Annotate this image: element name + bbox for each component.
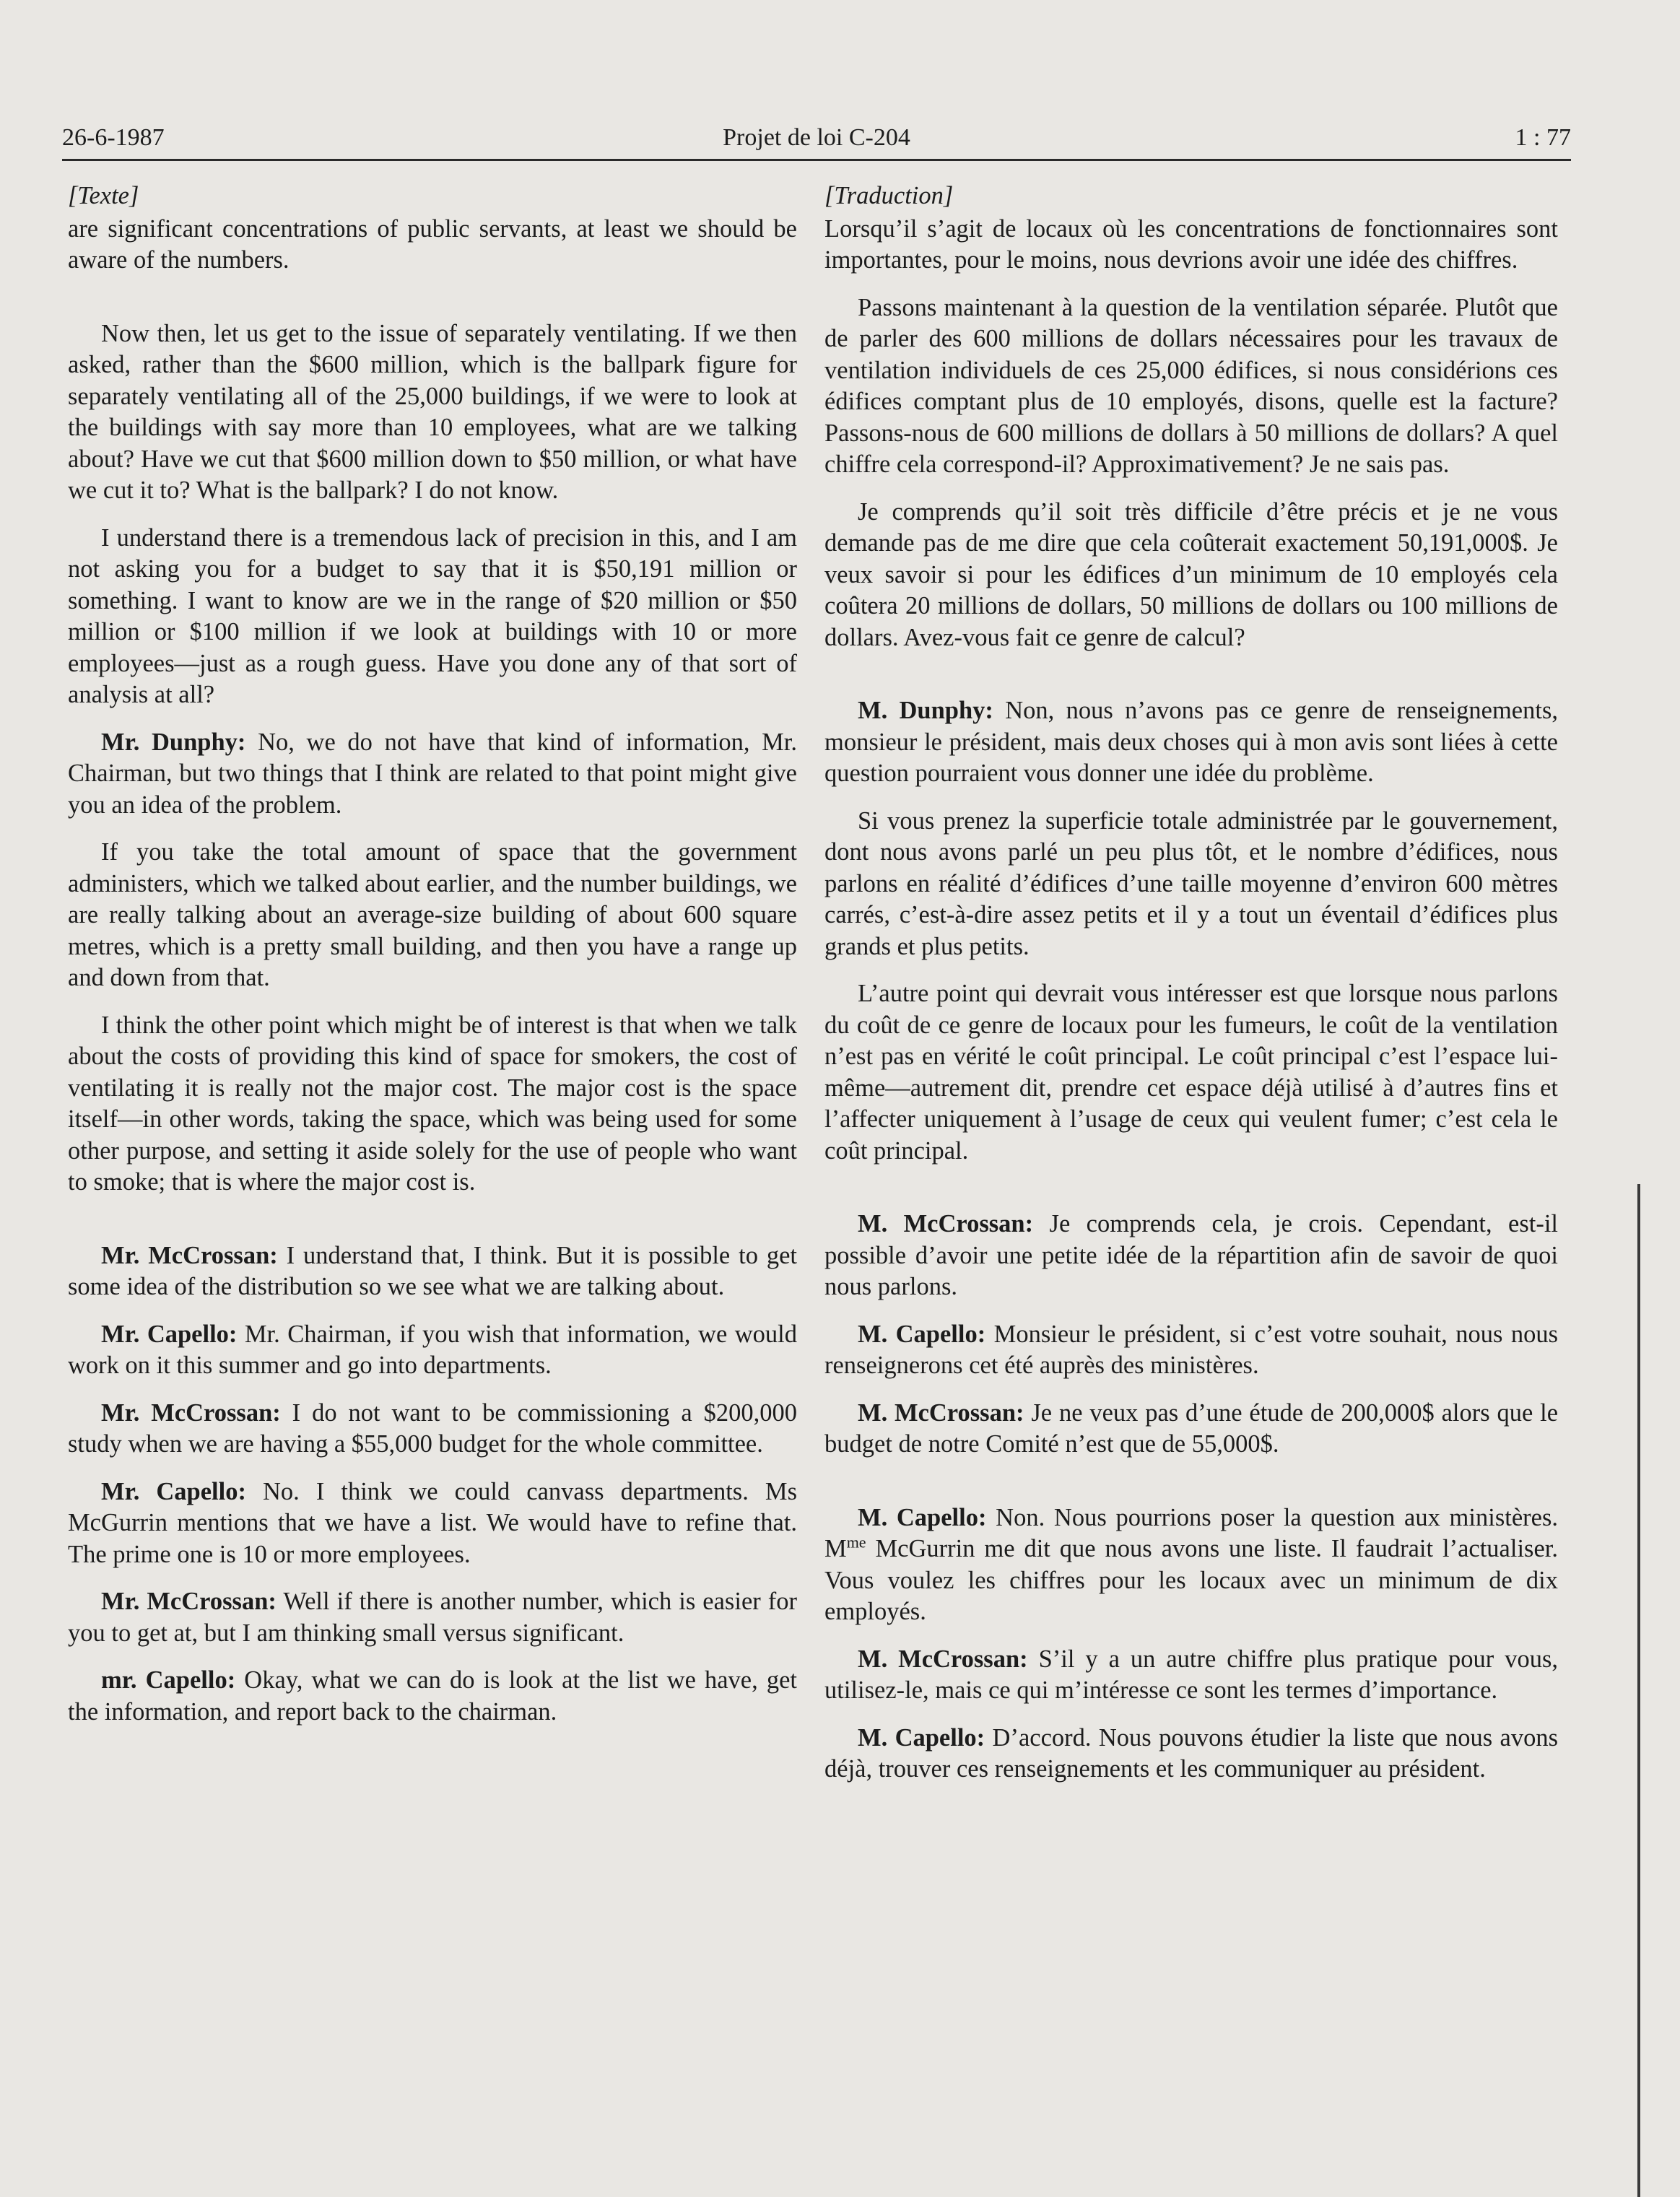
- english-exchange: [68, 1665, 797, 1728]
- speech-text: No. I think we could canvass departments. Ms McGurrin mentions that we have a list. We would have to refine that. The prime one is 10 or more employees.: [68, 1477, 797, 1568]
- speaker-name: M. Dunphy:: [858, 697, 993, 724]
- speech-text: D’accord. Nous pouvons étudier la liste que nous avons déjà, trouver ces renseignements et les communiquer au président.: [824, 1723, 1558, 1783]
- header-page-number: 1 : 77: [1515, 124, 1571, 151]
- speaker-name: M. McCrossan:: [858, 1398, 1024, 1427]
- speech-text: Okay, what we can do is look at the list we have, get the information, and report back to the chairman.: [68, 1666, 797, 1726]
- english-exchange: [68, 1240, 797, 1303]
- speaker-name: Mr. Dunphy:: [101, 728, 246, 756]
- page-edge-line: [1637, 1184, 1640, 2197]
- header-date: 26-6-1987: [62, 124, 165, 151]
- english-exchange: [68, 727, 797, 822]
- header-rule: [62, 159, 1571, 161]
- french-tag: [Traduction]: [824, 182, 954, 209]
- french-exchange: [824, 1319, 1558, 1382]
- speech-text: McGurrin me dit que nous avons une liste. Il faudrait l’actualiser. Vous voulez les chiffres pour les locaux avec un minimum de dix employés.: [824, 1535, 1558, 1625]
- speaker-name: Mr. McCrossan:: [101, 1588, 277, 1615]
- superscript-me: me: [846, 1533, 866, 1552]
- header-title: Projet de loi C-204: [723, 124, 910, 151]
- english-tag: [Texte]: [68, 182, 139, 209]
- french-exchange: [824, 695, 1558, 790]
- english-exchange: [68, 1476, 797, 1571]
- french-exchange: [824, 1644, 1558, 1707]
- french-exchange: [824, 1723, 1558, 1785]
- french-exchange: [824, 1398, 1558, 1461]
- french-exchange: [824, 1502, 1558, 1628]
- speech-text-before: Non. Nous pourrions poser la question aux ministères. M: [824, 1503, 1558, 1562]
- speaker-name: M. Capello:: [858, 1503, 987, 1531]
- french-paragraph: Passons maintenant à la question de la ventilation séparée. Plutôt que de parler des 600 millions de dollars nécessaires pour les travaux de ventilation individuels de ces 25,000 édifices, si nous considérions ces édifices comptant plus de 10 employés, disons, quelle est la facture? Passons-nous de 600 millions de dollars à 50 millions de dollars? A quel chiffre cela correspond-il? Approximativement? Je ne sais pas.: [824, 293, 1558, 478]
- speaker-name: M. Capello:: [858, 1320, 986, 1348]
- speech-text: Je ne veux pas d’une étude de 200,000$ alors que le budget de notre Comité n’est que de 55,000$.: [824, 1398, 1559, 1458]
- french-paragraph: Lorsqu’il s’agit de locaux où les concentrations de fonctionnaires sont importantes, pour le moins, nous devrions avoir une idée des chiffres.: [824, 214, 1558, 274]
- english-paragraph: are significant concentrations of public servants, at least we should be aware of the numbers.: [68, 214, 797, 274]
- page-header: [62, 121, 1571, 165]
- english-exchange: [68, 1319, 797, 1382]
- speaker-name: M. Capello:: [858, 1723, 985, 1752]
- english-column: [68, 180, 797, 1744]
- english-paragraph: If you take the total amount of space that the government administers, which we talked about earlier, and the number buildings, we are really talking about an average-size building of about 600 square metres, which is a pretty small building, and then you have a range up and down from that.: [68, 838, 797, 991]
- speech-text: S’il y a un autre chiffre plus pratique pour vous, utilisez-le, mais ce qui m’intéresse ce sont les termes d’importance.: [824, 1645, 1559, 1704]
- french-paragraph: Si vous prenez la superficie totale administrée par le gouvernement, dont nous avons parlé un peu plus tôt, et le nombre d’édifices, nous parlons en réalité d’édifices d’une taille moyenne d’environ 600 mètres carrés, c’est-à-dire assez petits et il y a tout un éventail d’édifices plus grands et plus petits.: [824, 806, 1558, 960]
- english-paragraph: I understand there is a tremendous lack of precision in this, and I am not asking you for a budget to say that it is $50,191 million or something. I want to know are we in the range of $20 million or $50 million or $100 million if we look at buildings with 10 or more employees—just as a rough guess. Have you done any of that sort of analysis at all?: [68, 523, 797, 708]
- french-paragraph: L’autre point qui devrait vous intéresser est que lorsque nous parlons du coût de ce genre de locaux pour les fumeurs, le coût de la ventilation n’est pas en vérité le coût principal. Le coût principal c’est l’espace lui-même—autrement dit, prendre cet espace déjà utilisé à d’autres fins et l’affecter uniquement à l’usage de ceux qui veulent fumer; c’est cela le coût principal.: [824, 980, 1558, 1165]
- english-paragraph: I think the other point which might be of interest is that when we talk about the costs of providing this kind of space for smokers, the cost of ventilating it is really not the major cost. The major cost is the space itself—in other words, taking the space, which was being used for some other purpose, and setting it aside solely for the use of people who want to smoke; that is where the major cost is.: [68, 1011, 797, 1196]
- speech-text: Je comprends cela, je crois. Cependant, est-il possible d’avoir une petite idée de la répartition afin de savoir de quoi nous parlons.: [824, 1210, 1558, 1300]
- english-paragraph: Now then, let us get to the issue of separately ventilating. If we then asked, rather than the $600 million, which is the ballpark figure for separately ventilating all of the 25,000 buildings, if we were to look at the buildings with say more than 10 employees, what are we talking about? Have we cut that $600 million down to $50 million, or what have we cut it to? What is the ballpark? I do not know.: [68, 319, 797, 504]
- speech-text: I understand that, I think. But it is possible to get some idea of the distribution so we see what we are talking about.: [68, 1241, 798, 1300]
- speech-text: Non, nous n’avons pas ce genre de renseignements, monsieur le président, mais deux choses qui à mon avis sont liées à cette question pourraient vous donner une idée du problème.: [824, 697, 1558, 787]
- speaker-name: Mr. McCrossan:: [101, 1241, 278, 1269]
- speaker-name: Mr. Capello:: [101, 1320, 238, 1348]
- speaker-name: M. McCrossan:: [858, 1645, 1028, 1673]
- french-paragraph: Je comprends qu’il soit très difficile d’être précis et je ne vous demande pas de me dire que cela coûterait exactement 50,191,000$. Je veux savoir si pour les édifices d’un minimum de 10 employés cela coûtera 20 millions de dollars, 50 millions de dollars ou 100 millions de dollars. Avez-vous fait ce genre de calcul?: [824, 497, 1558, 651]
- french-exchange: [824, 1209, 1558, 1303]
- speaker-name: Mr. McCrossan:: [101, 1398, 281, 1427]
- speech-text: Well if there is another number, which is easier for you to get at, but I am thinking small versus significant.: [68, 1588, 798, 1647]
- speech-text: I do not want to be commissioning a $200,000 study when we are having a $55,000 budget for the whole committee.: [68, 1398, 797, 1458]
- speaker-name: M. McCrossan:: [858, 1210, 1034, 1237]
- english-exchange: [68, 1586, 797, 1649]
- french-column: [824, 180, 1558, 1801]
- english-exchange: [68, 1398, 797, 1461]
- speech-text: No, we do not have that kind of information, Mr. Chairman, but two things that I think are related to that point might give you an idea of the problem.: [68, 728, 797, 819]
- speech-text: Monsieur le président, si c’est votre souhait, nous nous renseignerons cet été auprès des ministères.: [824, 1320, 1558, 1379]
- speaker-name: Mr. Capello:: [101, 1477, 246, 1505]
- speech-text: Mr. Chairman, if you wish that information, we would work on it this summer and go into departments.: [68, 1320, 797, 1379]
- speaker-name: mr. Capello:: [101, 1666, 236, 1694]
